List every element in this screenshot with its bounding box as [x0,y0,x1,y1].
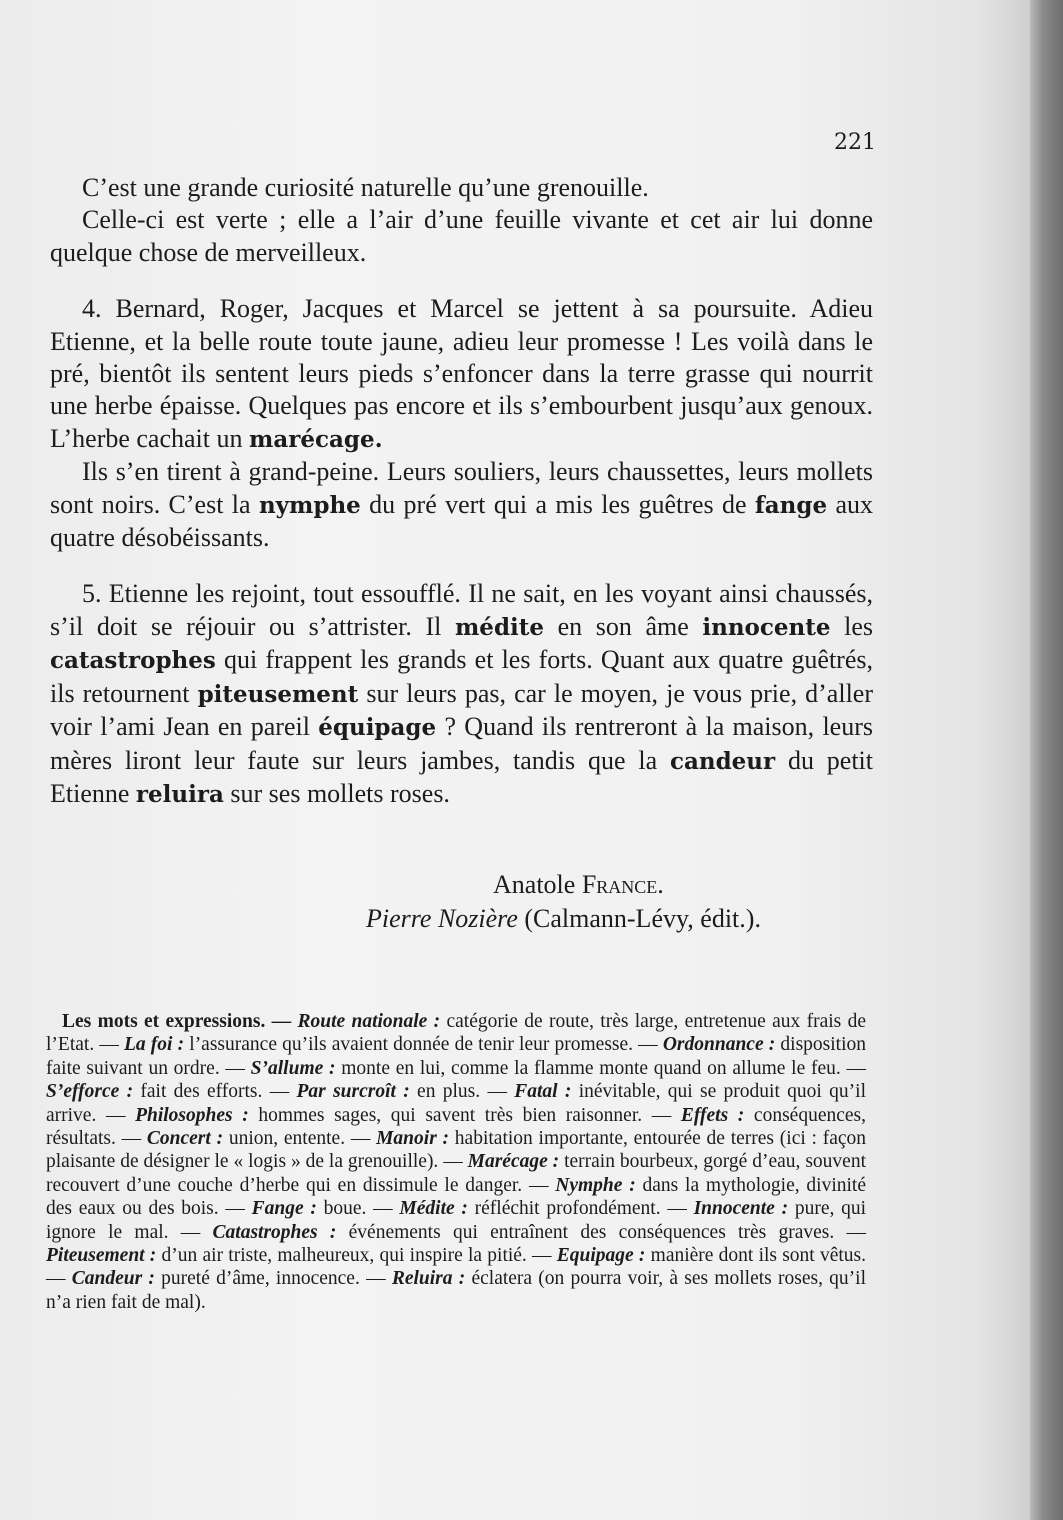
paragraph-5-text-g: du petit Etienne [50,745,873,808]
author-last-name: France. [581,870,664,899]
paragraph-4 [50,456,873,554]
publisher: (Calmann-Lévy, édit.). [517,904,761,933]
glossary-term: Marécage : [467,1151,560,1173]
glossary-definition: l’assurance qu’ils avaient donnée de tenir leur promesse. — [184,1034,663,1056]
paragraph-1: C’est une grande curiosité naturelle qu’une grenouille. [82,173,649,202]
glossary-definition: pureté d’âme, innocence. — [154,1268,392,1290]
keyword-reluira: reluira [135,780,224,808]
keyword-catastrophes: catastrophes [50,647,216,675]
paragraph-4-text-c: aux quatre désobéissants. [50,489,873,553]
keyword-medite: médite [454,613,545,641]
glossary-definition: boue. — [316,1198,400,1220]
page-number: 221 [834,130,876,155]
glossary-definition: inévitable, qui se produit quoi qu’il arrive. — [46,1081,866,1126]
glossary-term: Ordonnance : [662,1034,776,1056]
glossary-definition: terrain bourbeux, gorgé d’eau, souvent recouvert d’une couche d’herbe qui en dissimule le danger. — [46,1151,866,1196]
glossary-term: Concert : [146,1128,224,1150]
author-name [50,868,873,902]
author-first-name: Anatole [493,870,582,899]
book-title: Pierre Nozière [366,904,518,933]
glossary-term: Manoir : [376,1128,450,1150]
glossary-definition: événements qui entraînent des conséquences très graves. — [336,1221,866,1243]
paragraph-5 [50,578,873,811]
paragraph-5-text-f: ? Quand ils rentreront à la maison, leurs mères liront leur faute sur leurs jambes, tandis que la [50,712,873,775]
paragraph-5-text-d: qui frappent les grands et les forts. Quant aux quatre guêtrés, ils retournent [50,645,873,708]
glossary-term: Catastrophes : [212,1221,337,1243]
paragraph-3-text: 4. Bernard, Roger, Jacques et Marcel se jettent à sa poursuite. Adieu Etienne, et la belle route toute jaune, adieu leur promesse ! Les voilà dans le pré, bientôt ils sentent leurs pieds s’enfoncer dans la terre grasse qui nourrit une herbe épaisse. Quelques pas encore et ils s’embourbent jusqu’aux genoux. L’herbe cachait un [50,294,873,453]
paragraph-4-text-a: Ils s’en tirent à grand-peine. Leurs souliers, leurs chaussettes, leurs mollets sont noirs. C’est la [50,457,873,519]
glossary-definition: hommes sages, qui savent très bien raisonner. — [248,1104,681,1126]
glossary-heading: Les mots et expressions. — [62,1011,298,1032]
source-reference [50,902,873,936]
glossary-definition: fait des efforts. — [133,1081,297,1103]
glossary-definition: union, entente. — [223,1128,377,1150]
keyword-equipage: équipage [318,714,437,742]
keyword-fange: fange [754,491,828,519]
glossary-definition: manière dont ils sont vêtus. — [46,1245,866,1290]
glossary-definition: disposition faite suivant un ordre. — [46,1034,866,1079]
paragraph-5-text-h: sur ses mollets roses. [223,778,450,808]
glossary-paragraph [46,1010,866,1314]
glossary [46,1010,866,1314]
paragraph-2: Celle-ci est verte ; elle a l’air d’une feuille vivante et cet air lui donne quelque chose de merveilleux. [50,205,873,267]
glossary-term: S’allume : [250,1057,336,1079]
glossary-term: Nymphe : [555,1174,636,1196]
glossary-term: Effets : [680,1104,745,1126]
glossary-term: Candeur : [71,1268,155,1290]
keyword-nymphe: nymphe [258,491,361,519]
attribution [50,868,873,936]
glossary-definition: pure, qui ignore le mal. — [46,1198,867,1243]
glossary-definition: réfléchit profondément. — [467,1198,694,1220]
glossary-term: Innocente : [693,1198,789,1220]
glossary-definition: d’un air triste, malheureux, qui inspire la pitié. — [156,1245,557,1267]
keyword-piteusement: piteusement [197,680,359,708]
glossary-term: Route nationale : [297,1011,441,1032]
glossary-definition: habitation importante, entourée de terres (ici : façon plaisante de désigner le « logis » de la grenouille). — [46,1128,867,1173]
glossary-term: S’efforce : [46,1081,134,1103]
keyword-candeur: candeur [669,747,776,775]
book-binding-edge [1030,0,1063,1520]
glossary-definition: conséquences, résultats. — [46,1104,866,1150]
glossary-term: Médite : [399,1198,468,1220]
glossary-term: Fatal : [514,1081,572,1103]
keyword-marecage: marécage. [249,425,383,453]
glossary-term: La foi : [124,1034,185,1056]
glossary-term: Par surcroît : [296,1081,410,1103]
glossary-term: Piteusement : [46,1245,157,1267]
paragraph-5-text-a: 5. Etienne les rejoint, tout essoufflé. Il ne sait, en les voyant ainsi chaussés, s’il doit se réjouir ou s’attrister. Il [50,579,873,641]
glossary-term: Fange : [251,1198,317,1220]
glossary-definition: catégorie de route, très large, entretenue aux frais de l’Etat. — [46,1011,866,1056]
glossary-term: Philosophes : [135,1104,249,1126]
glossary-definition: monte en lui, comme la flamme monte quand on allume le feu. — [335,1057,866,1079]
glossary-definition: éclatera (on pourra voir, à ses mollets roses, qu’il n’a rien fait de mal). [46,1268,867,1313]
glossary-definition: en plus. — [409,1081,515,1103]
glossary-definition: dans la mythologie, divinité des eaux ou des bois. — [46,1174,866,1220]
paragraph-5-text-c: les [830,611,873,641]
glossary-entries [46,1011,866,1313]
main-text [50,172,873,811]
paragraph-4-text-b: du pré vert qui a mis les guêtres de [360,489,755,519]
glossary-term: Equipage : [556,1245,646,1267]
glossary-term: Reluira : [391,1268,466,1290]
paragraph-5-text-e: sur leurs pas, car le moyen, je vous prie, d’aller voir l’ami Jean en pareil [50,678,873,742]
paragraph-5-text-b: en son âme [544,611,703,641]
keyword-innocente: innocente [702,613,831,641]
paragraph-3 [50,293,873,456]
